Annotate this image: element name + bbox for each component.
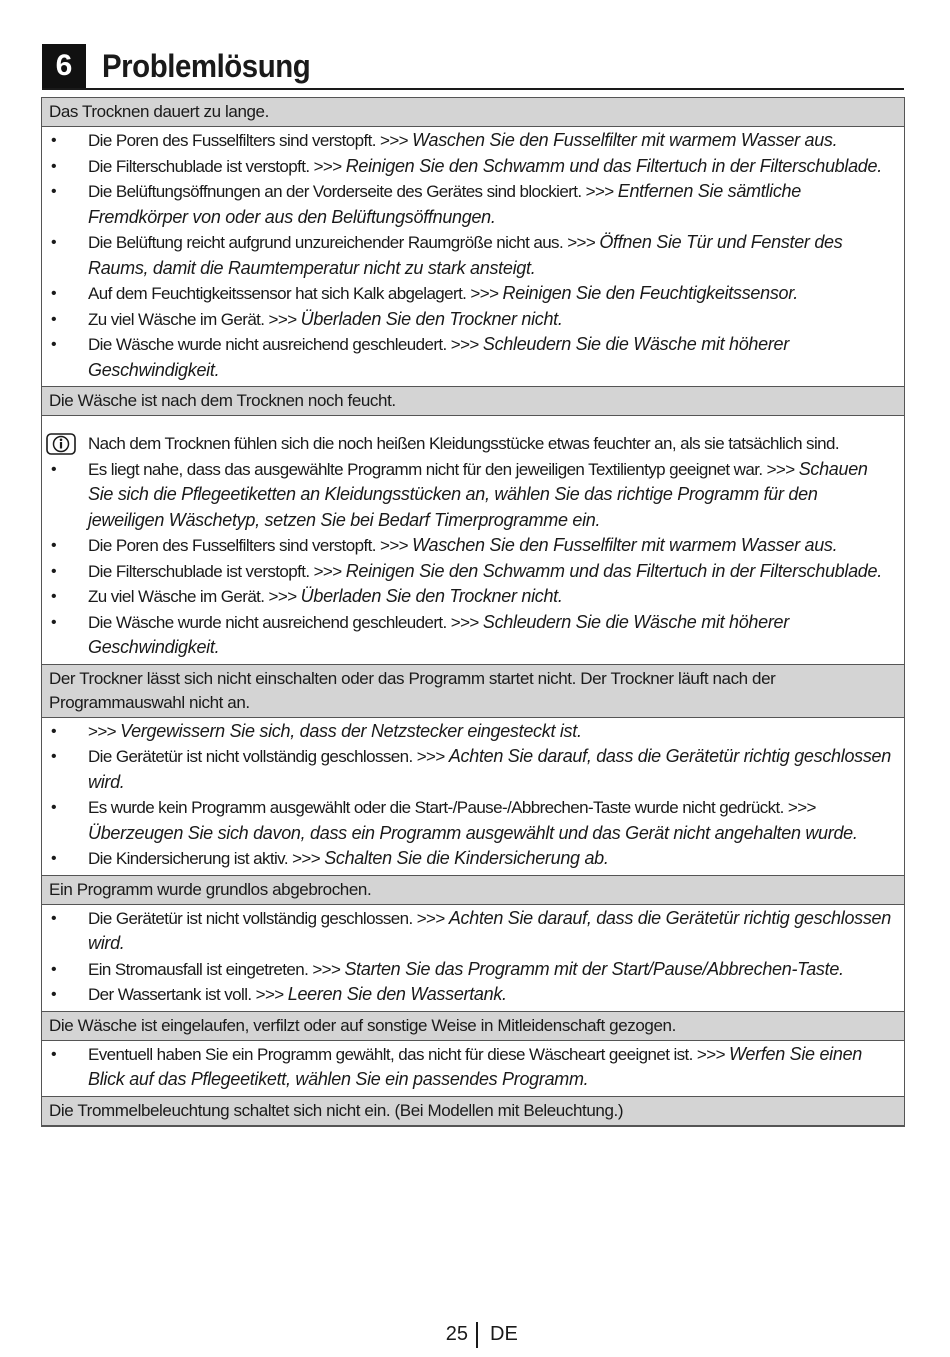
problem-remedy: Schauen Sie sich die Pflegeetiketten an Kleidungsstücken an, wählen Sie das richtige Programm für den jeweiligen Wäschetyp, setzen Sie bei Bedarf Timerprogramme ein. — [88, 458, 868, 530]
problem-cause: Es wurde kein Programm ausgewählt oder die Start-/Pause-/Abbrechen-Taste wurde nicht gedrückt. >>> — [88, 798, 816, 817]
list-item — [42, 906, 904, 957]
problem-solutions — [42, 127, 904, 386]
bullet: • — [51, 562, 57, 580]
problem-cause: Zu viel Wäsche im Gerät. >>> — [88, 587, 301, 606]
list-item — [42, 154, 904, 180]
problem-remedy: Überladen Sie den Trockner nicht. — [300, 586, 563, 606]
bullet: • — [51, 1045, 57, 1063]
problem-remedy: Überladen Sie den Trockner nicht. — [300, 308, 563, 329]
bullet: • — [51, 986, 57, 1003]
problem-remedy: Überzeugen Sie sich davon, dass ein Programm ausgewählt und das Gerät nicht angehalten wurde. — [88, 822, 858, 843]
bullet: • — [51, 909, 57, 927]
bullet: • — [51, 183, 57, 200]
bullet: • — [51, 748, 57, 765]
problem-header: Die Trommelbeleuchtung schaltet sich nicht ein. (Bei Modellen mit Beleuchtung.) — [42, 1096, 904, 1126]
problem-cause: >>> — [88, 721, 121, 741]
problem-cause: Die Belüftungsöffnungen an der Vorderseite des Gerätes sind blockiert. >>> — [88, 182, 618, 201]
bullet: • — [51, 722, 57, 740]
problem-remedy: Werfen Sie einen Blick auf das Pflegeetikett, wählen Sie ein passendes Programm. — [88, 1043, 862, 1089]
bullet: • — [51, 310, 57, 328]
list-item — [42, 179, 904, 230]
problem-remedy: Reinigen Sie den Schwamm und das Filtertuch in der Filterschublade. — [345, 560, 882, 581]
list-item — [42, 332, 904, 383]
problem-cause: Die Wäsche wurde nicht ausreichend geschleudert. >>> — [88, 612, 483, 632]
problem-remedy: Reinigen Sie den Feuchtigkeitssensor. — [502, 283, 798, 303]
footer-divider — [476, 1322, 478, 1348]
problem-solutions — [42, 1041, 904, 1096]
problem-cause: Ein Stromausfall ist eingetreten. >>> — [88, 959, 345, 979]
problem-cause: Die Poren des Fusselfilters sind verstopft. >>> — [88, 131, 413, 150]
bullet: • — [51, 234, 57, 251]
problem-remedy: Schleudern Sie die Wäsche mit höherer Geschwindigkeit. — [88, 611, 789, 657]
bullet: • — [51, 960, 57, 978]
list-item — [42, 982, 904, 1008]
bullet: • — [51, 460, 57, 478]
info-note — [42, 431, 904, 457]
problem-cause: Die Wäsche wurde nicht ausreichend geschleudert. >>> — [88, 335, 483, 354]
problem-cause: Die Belüftung reicht aufgrund unzureichender Raumgröße nicht aus. >>> — [88, 233, 600, 252]
list-item — [42, 1042, 904, 1093]
problem-remedy: Waschen Sie den Fusselfilter mit warmem Wasser aus. — [412, 535, 838, 555]
page-footer — [0, 1320, 950, 1350]
list-item — [42, 281, 904, 307]
list-item — [42, 559, 904, 585]
problem-cause: Zu viel Wäsche im Gerät. >>> — [88, 309, 301, 329]
problem-header: Das Trocknen dauert zu lange. — [42, 98, 904, 127]
list-item — [42, 128, 904, 154]
list-item — [42, 533, 904, 559]
list-item — [42, 795, 904, 846]
problem-solutions — [42, 905, 904, 1011]
problem-remedy: Schleudern Sie die Wäsche mit höherer Geschwindigkeit. — [88, 334, 789, 380]
problem-remedy: Leeren Sie den Wassertank. — [287, 984, 507, 1004]
bullet: • — [51, 285, 57, 302]
problem-cause: Der Wassertank ist voll. >>> — [88, 985, 288, 1004]
language-code: DE — [490, 1323, 518, 1345]
problem-remedy: Waschen Sie den Fusselfilter mit warmem Wasser aus. — [412, 130, 838, 150]
problem-cause: Die Gerätetür ist nicht vollständig geschlossen. >>> — [88, 747, 449, 766]
list-item — [42, 584, 904, 610]
list-item — [42, 846, 904, 872]
problem-cause: Die Gerätetür ist nicht vollständig geschlossen. >>> — [88, 908, 449, 928]
problem-solutions — [42, 718, 904, 875]
bullet: • — [51, 613, 57, 631]
bullet: • — [51, 799, 57, 816]
problem-remedy: Öffnen Sie Tür und Fenster des Raums, damit die Raumtemperatur nicht zu stark ansteigt. — [88, 232, 843, 278]
list-item — [42, 457, 904, 534]
problem-cause: Die Kindersicherung ist aktiv. >>> — [88, 849, 325, 868]
list-item — [42, 610, 904, 661]
list-item — [42, 307, 904, 333]
problem-remedy: Starten Sie das Programm mit der Start/Pause/Abbrechen-Taste. — [344, 958, 844, 979]
chapter-title: Problemlösung — [102, 48, 311, 84]
problem-cause: Die Poren des Fusselfilters sind verstopft. >>> — [88, 536, 413, 555]
list-item — [42, 719, 904, 745]
problem-remedy: Vergewissern Sie sich, dass der Netzstecker eingesteckt ist. — [120, 720, 582, 741]
chapter-heading — [42, 44, 904, 90]
bullet: • — [51, 537, 57, 554]
list-item — [42, 957, 904, 983]
problem-cause: Auf dem Feuchtigkeitssensor hat sich Kalk abgelagert. >>> — [88, 284, 503, 303]
problem-remedy: Achten Sie darauf, dass die Gerätetür richtig geschlossen wird. — [88, 746, 891, 792]
list-item — [42, 230, 904, 281]
troubleshooting-table — [41, 97, 905, 1127]
problem-header: Die Wäsche ist eingelaufen, verfilzt oder auf sonstige Weise in Mitleidenschaft gezogen. — [42, 1011, 904, 1041]
info-icon — [46, 433, 76, 455]
list-item — [42, 744, 904, 795]
problem-header: Der Trockner lässt sich nicht einschalten oder das Programm startet nicht. Der Trockner läuft nach der Programmauswahl nicht an. — [42, 664, 904, 718]
bullet: • — [51, 157, 57, 175]
problem-remedy: Entfernen Sie sämtliche Fremdkörper von oder aus den Belüftungsöffnungen. — [88, 181, 801, 227]
problem-header: Ein Programm wurde grundlos abgebrochen. — [42, 875, 904, 905]
problem-cause: Eventuell haben Sie ein Programm gewählt, das nicht für diese Wäscheart geeignet ist. >>> — [88, 1044, 730, 1064]
problem-remedy: Achten Sie darauf, dass die Gerätetür richtig geschlossen wird. — [88, 907, 891, 953]
problem-remedy: Schalten Sie die Kindersicherung ab. — [324, 848, 609, 868]
page-number: 25 — [445, 1323, 468, 1345]
bullet: • — [51, 336, 57, 353]
chapter-number: 6 — [42, 44, 86, 88]
info-text: Nach dem Trocknen fühlen sich die noch heißen Kleidungsstücke etwas feuchter an, als sie tatsächlich sind. — [88, 434, 839, 453]
problem-cause: Die Filterschublade ist verstopft. >>> — [88, 156, 346, 176]
bullet: • — [51, 132, 57, 149]
problem-remedy: Reinigen Sie den Schwamm und das Filtertuch in der Filterschublade. — [345, 155, 882, 176]
bullet: • — [51, 850, 57, 867]
problem-cause: Es liegt nahe, dass das ausgewählte Programm nicht für den jeweiligen Textilientyp geeignet war. >>> — [88, 459, 799, 479]
problem-cause: Die Filterschublade ist verstopft. >>> — [88, 561, 346, 581]
bullet: • — [51, 588, 57, 605]
problem-solutions — [42, 416, 904, 664]
problem-header: Die Wäsche ist nach dem Trocknen noch feucht. — [42, 386, 904, 416]
